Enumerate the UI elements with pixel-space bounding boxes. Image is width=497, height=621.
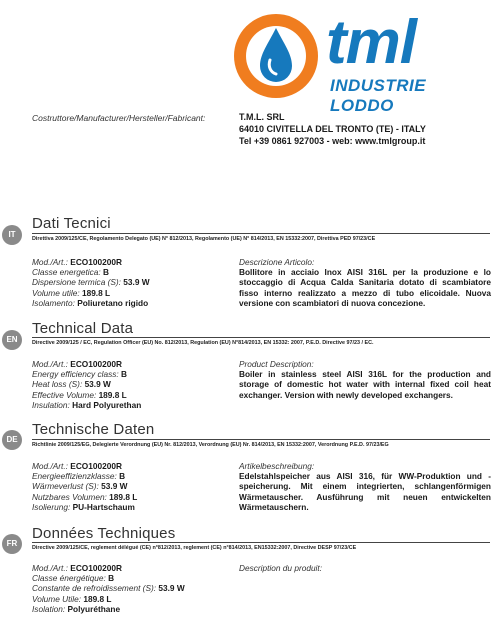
description-text: Boiler in stainless steel AISI 316L for the production and storage of domestic hot water with internal fixed coil heat exchanger. Version with newly developed exchangers.: [239, 369, 491, 400]
spec-row: Isolierung: PU-Hartschaum: [32, 501, 135, 512]
spec-row: Wärmeverlust (S): 53.9 W: [32, 481, 128, 492]
spec-list: [32, 563, 232, 614]
spec-row: Mod./Art.: ECO100200R: [32, 257, 122, 267]
spec-row: Classe énergétique: B: [32, 573, 115, 584]
description-text: Edelstahlspeicher aus AISI 316, für WW-Produktion und -speicherung. Mit einem integrierten, schlangenförmigen Wärmetauscher. Ausführung mit neuen entwickelten Wärmetauschern.: [239, 471, 491, 512]
spec-row: Nutzbares Volumen: 189.8 L: [32, 491, 138, 502]
spec-row: Volume Utile: 189.8 L: [32, 593, 112, 604]
description-label: Description du produit:: [239, 563, 323, 573]
spec-row: Isolation: Polyuréthane: [32, 603, 121, 614]
section-divider: [32, 439, 490, 440]
description-text: Bollitore in acciaio Inox AISI 316L per la produzione e lo stoccaggio di Acqua Calda Sanitaria dotato di scambiatore fisso interno realizzato a mezzo di tubo elicoidale. Nuova versione con scambiatori di nuova concezione.: [239, 267, 491, 308]
spec-row: Energieeffizienzklasse: B: [32, 471, 126, 482]
spec-row: Dispersione termica (S): 53.9 W: [32, 277, 150, 288]
spec-row: Isolamento: Poliuretano rigido: [32, 297, 149, 308]
spec-row: Mod./Art.: ECO100200R: [32, 359, 122, 369]
spec-row: Energy efficiency class: B: [32, 369, 127, 380]
description-label: Product Description:: [239, 359, 314, 369]
section-title: Technical Data: [32, 320, 134, 337]
section-title: Dati Tecnici: [32, 215, 111, 232]
section-directive: Directive 2009/125 / EC, Regulation Officer (EU) No. 812/2013, Regulation (EU) N°814/2013, EN 15332: 2007, P.E.D. Directive 97/23 / EC.: [32, 340, 374, 346]
manufacturer-label: Costruttore/Manufacturer/Hersteller/Fabricant:: [32, 113, 206, 123]
spec-list: [32, 461, 232, 512]
water-drop-logo-icon: [232, 12, 320, 100]
language-badge: IT: [2, 225, 22, 245]
description-block: [239, 461, 491, 512]
language-badge: DE: [2, 430, 22, 450]
logo-subtitle: INDUSTRIE LODDO: [330, 76, 427, 115]
manufacturer-address: 64010 CIVITELLA DEL TRONTO (TE) - ITALY: [239, 124, 426, 134]
spec-row: Classe energetica: B: [32, 267, 110, 278]
spec-row: Mod./Art.: ECO100200R: [32, 461, 122, 471]
spec-row: Constante de refroidissement (S): 53.9 W: [32, 583, 185, 594]
manufacturer-name: T.M.L. SRL: [239, 112, 285, 122]
description-block: [239, 563, 491, 573]
spec-list: [32, 359, 232, 410]
section-directive: Direttiva 2009/125/CE, Regolamento Delegato (UE) N° 812/2013, Regolamento (UE) N° 814/2013, EN 15332:2007, Direttiva PED 97/23/CE: [32, 236, 376, 242]
description-label: Artikelbeschreibung:: [239, 461, 315, 471]
manufacturer-contact: Tel +39 0861 927003 - web: www.tmlgroup.it: [239, 136, 426, 146]
section-divider: [32, 337, 490, 338]
section-title: Technische Daten: [32, 421, 155, 438]
spec-row: Volume utile: 189.8 L: [32, 287, 111, 298]
manufacturer-block: [239, 111, 426, 147]
section-title: Données Techniques: [32, 525, 176, 542]
spec-row: Effective Volume: 189.8 L: [32, 389, 127, 400]
spec-list: [32, 257, 232, 308]
spec-row: Mod./Art.: ECO100200R: [32, 563, 122, 573]
description-label: Descrizione Articolo:: [239, 257, 315, 267]
section-directive: Richtlinie 2009/125/EG, Delegierte Verordnung (EU) Nr. 812/2013, Verordnung (EU) Nr. 814/2013, EN 15332:2007, Verordnung P.E.D. 97/23/EG: [32, 442, 389, 448]
spec-row: Heat loss (S): 53.9 W: [32, 379, 111, 390]
section-directive: Directive 2009/125/CE, reglement délégué (CE) n°812/2013, reglement (CE) n°814/2013, EN15332:2007, Directive DESP 97/23/CE: [32, 545, 357, 551]
brand-logo: [232, 8, 462, 115]
language-badge: FR: [2, 534, 22, 554]
section-divider: [32, 542, 490, 543]
section-divider: [32, 233, 490, 234]
description-block: [239, 257, 491, 308]
language-badge: EN: [2, 330, 22, 350]
spec-row: Insulation: Hard Polyurethan: [32, 399, 142, 410]
logo-wordmark: tml: [326, 8, 416, 77]
description-block: [239, 359, 491, 400]
